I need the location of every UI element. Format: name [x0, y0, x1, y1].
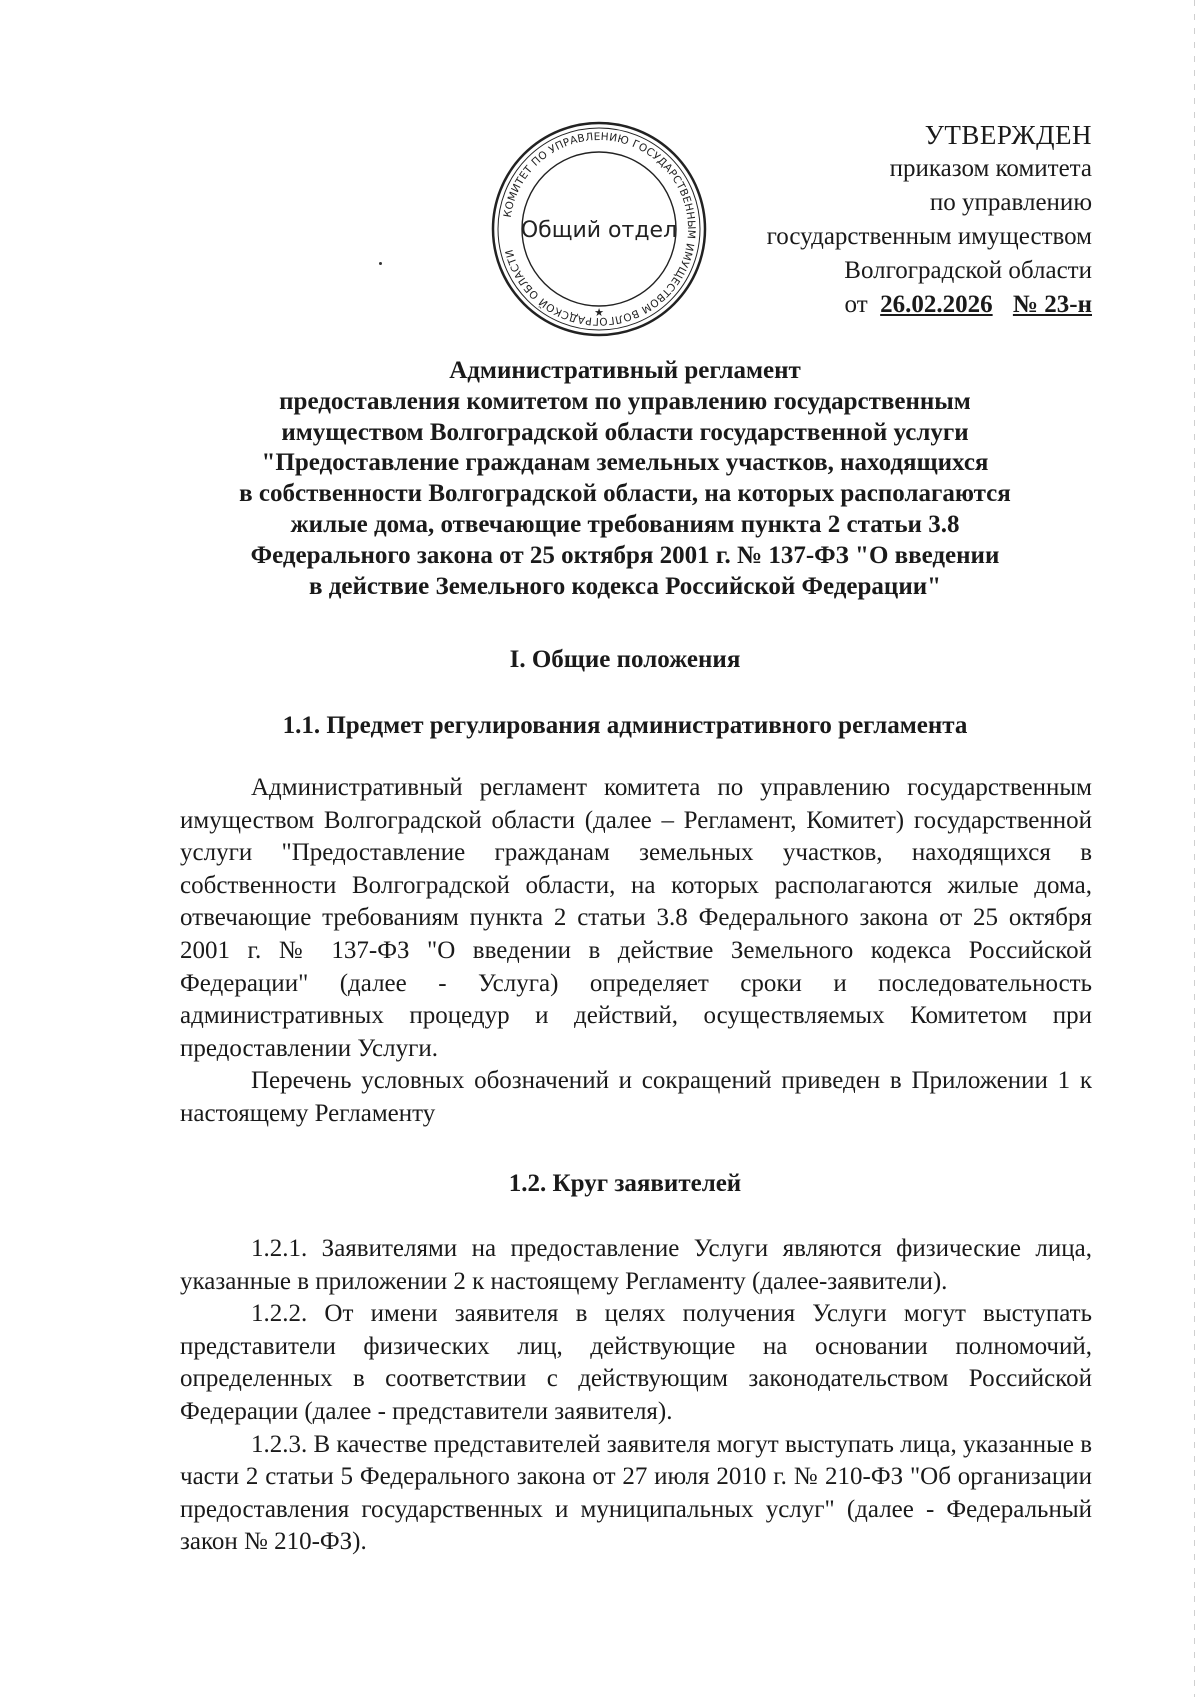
- approval-line: по управлению: [929, 189, 1092, 216]
- subsection-heading: 1.2. Круг заявителей: [508, 1170, 742, 1197]
- paragraph: Административный регламент комитета по управлению государственным имуществом Волгоградской области (далее – Регламент, Комитет) государственной услуги "Предоставление гражданам земельных участков, находящихся в собственности Волгоградской области, на которых располагаются жилые дома, отвечающие требованиям пункта 2 статьи 3.8 Федерального закона от 25 октября 2001 г. № 137-ФЗ "О введении в действие Земельного кодекса Российской Федерации" (далее - Услуга) определяет сроки и последовательность административных процедур и действий, осуществляемых Комитетом при предоставлении Услуги.: [180, 774, 1092, 1062]
- title-line: в действие Земельного кодекса Российской Федерации": [308, 572, 942, 600]
- paragraph: 1.2.1. Заявителями на предоставление Услуги являются физические лица, указанные в приложении 2 к настоящему Регламенту (далее-заявители).: [180, 1235, 1092, 1295]
- paragraph: Перечень условных обозначений и сокращений приведен в Приложении 1 к настоящему Регламенту: [180, 1067, 1092, 1127]
- paragraph: 1.2.3. В качестве представителей заявителя могут выступать лица, указанные в части 2 статьи 5 Федерального закона от 27 июля 2010 г. № 210-ФЗ "Об организации предоставления государственных и муниципальных услуг" (далее - Федеральный закон № 210-ФЗ).: [180, 1430, 1093, 1556]
- date-prefix: от: [844, 291, 868, 318]
- page-edge-line: [1194, 0, 1195, 1697]
- subsection-heading: 1.1. Предмет регулирования административного регламента: [282, 712, 968, 739]
- svg-text:★: ★: [594, 307, 604, 319]
- title-line: жилые дома, отвечающие требованиям пункта 2 статьи 3.8: [290, 510, 960, 538]
- speck: [379, 262, 382, 265]
- stamp-center-text: Общий отдел: [520, 218, 678, 243]
- approval-line: государственным имуществом: [766, 223, 1092, 250]
- title-line: Административный регламент: [449, 357, 801, 384]
- approval-date: 26.02.2026: [880, 291, 993, 318]
- approval-number: № 23-н: [1012, 291, 1092, 318]
- stamp-ring-text: КОМИТЕТ ПО УПРАВЛЕНИЮ ГОСУДАРСТВЕННЫМ ИМУЩЕСТВОМ ВОЛГОГРАДСКОЙ ОБЛАСТИ: [501, 130, 698, 328]
- title-line: имуществом Волгоградской области государственной услуги: [281, 418, 969, 446]
- section-1-1-body: [180, 772, 1092, 1131]
- title-line: предоставления комитетом по управлению государственным: [279, 387, 971, 415]
- approval-line: приказом комитета: [889, 155, 1092, 182]
- approval-date-line: [632, 288, 1092, 322]
- title-line: в собственности Волгоградской области, на которых располагаются: [239, 480, 1011, 508]
- approval-line: Волгоградской области: [844, 257, 1092, 284]
- section-1-2-body: [180, 1233, 1092, 1559]
- approval-block: [632, 118, 1092, 322]
- paragraph: 1.2.2. От имени заявителя в целях получения Услуги могут выступать представители физических лиц, действующие на основании полномочий, определенных в соответствии с действующим законодательством Российской Федерации (далее - представители заявителя).: [180, 1300, 1092, 1425]
- document-title: [160, 356, 1090, 602]
- approval-title: УТВЕРЖДЕН: [924, 120, 1092, 150]
- section-heading: I. Общие положения: [509, 646, 741, 673]
- title-line: Федерального закона от 25 октября 2001 г. № 137-ФЗ "О введении: [250, 541, 1000, 569]
- title-line: "Предоставление гражданам земельных участков, находящихся: [261, 449, 989, 477]
